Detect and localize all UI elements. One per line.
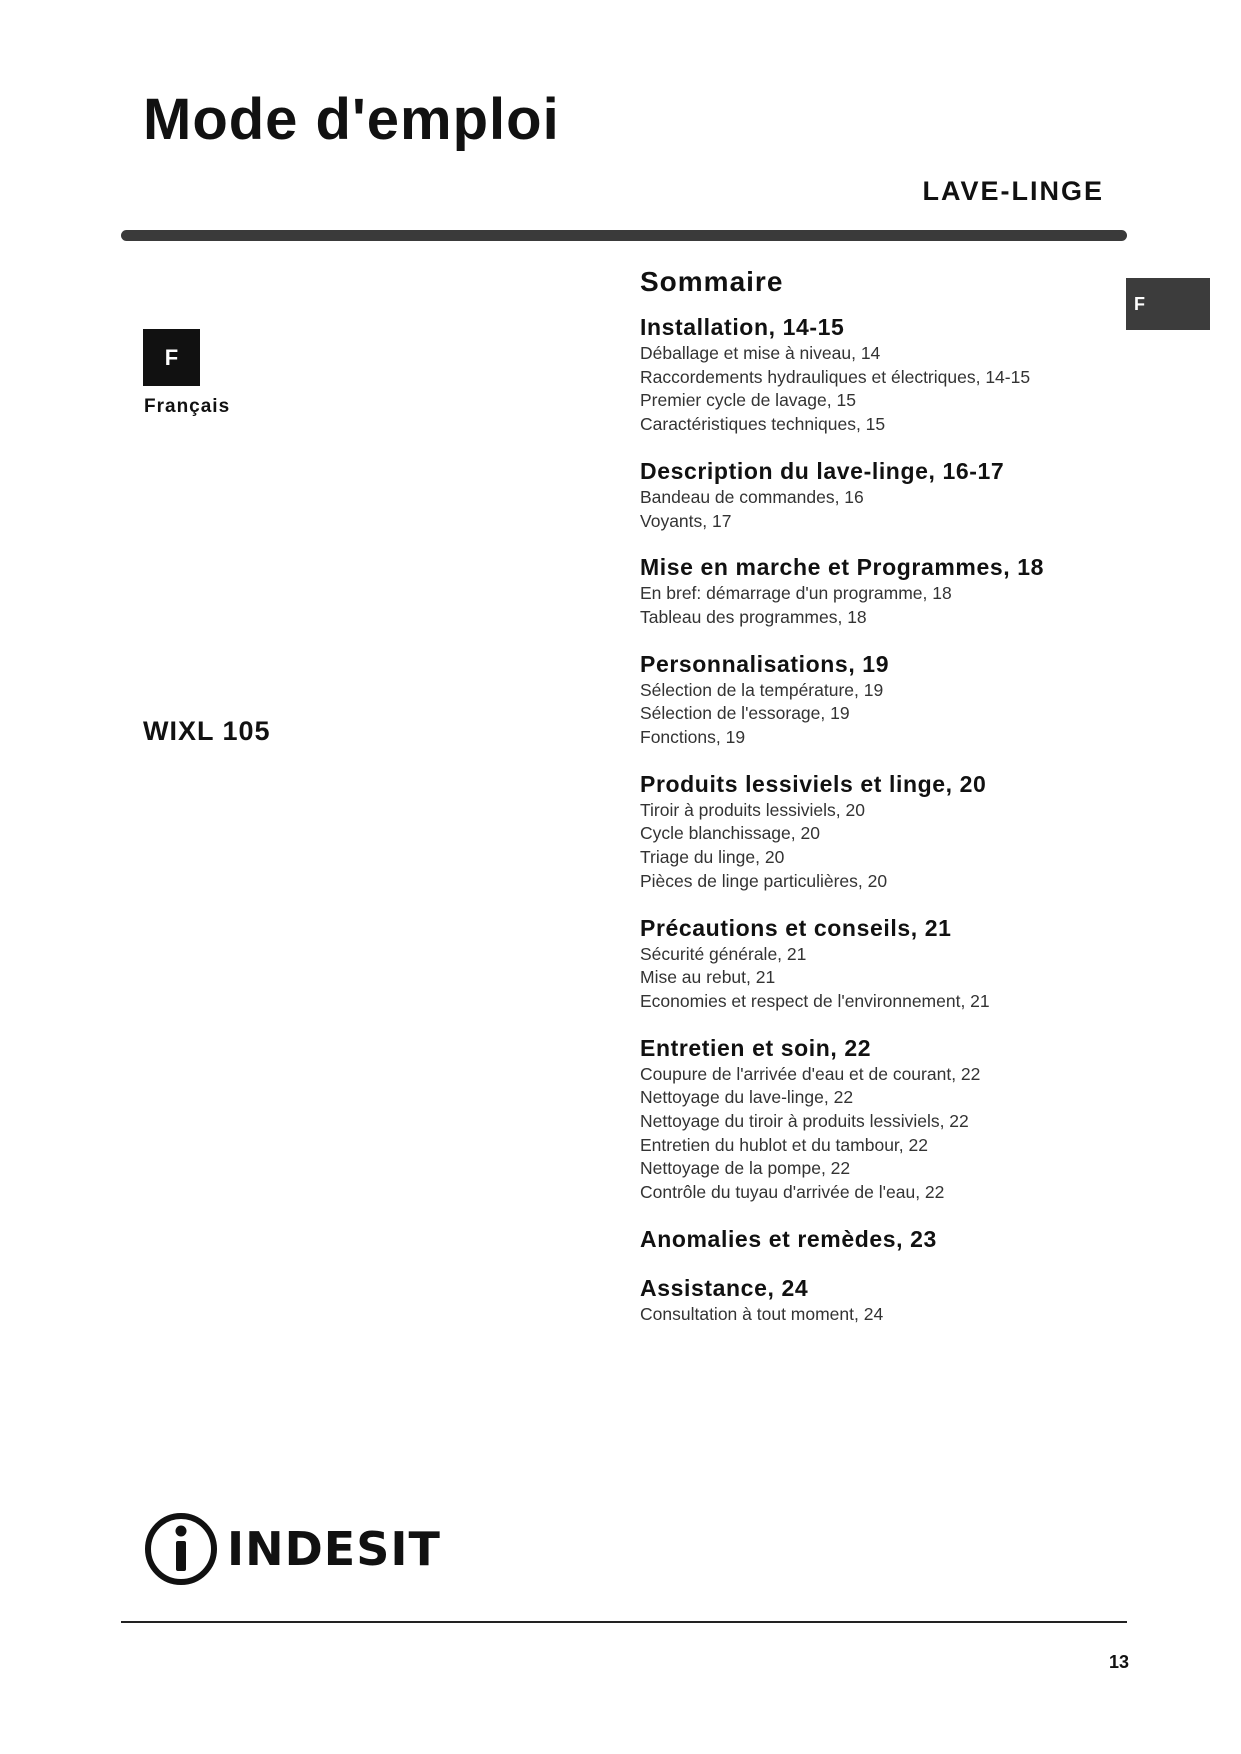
toc-section-title: Mise en marche et Programmes, 18: [640, 554, 1044, 581]
language-badge: F: [143, 329, 200, 386]
toc-item: Economies et respect de l'environnement, 21: [640, 990, 990, 1011]
toc-sections: [640, 312, 1110, 1327]
toc-item: Voyants, 17: [640, 510, 732, 531]
toc-item: Sélection de la température, 19: [640, 679, 884, 700]
bottom-divider: [121, 1621, 1127, 1623]
toc-section: [640, 456, 1110, 533]
toc-item: Cycle blanchissage, 20: [640, 823, 820, 844]
toc-section: [640, 1273, 1110, 1327]
toc-item: Nettoyage du tiroir à produits lessiviels, 22: [640, 1111, 969, 1132]
top-divider: [121, 230, 1127, 241]
language-side-tab: F: [1126, 278, 1210, 330]
toc-item: Pièces de linge particulières, 20: [640, 870, 888, 891]
toc-item: Coupure de l'arrivée d'eau et de courant, 22: [640, 1063, 981, 1084]
toc-section-title: Entretien et soin, 22: [640, 1034, 872, 1061]
toc-item: Caractéristiques techniques, 15: [640, 414, 886, 435]
toc-item: Sélection de l'essorage, 19: [640, 703, 850, 724]
toc-item: Nettoyage de la pompe, 22: [640, 1158, 851, 1179]
model-name: WIXL 105: [143, 716, 271, 746]
language-label: Français: [144, 396, 231, 417]
toc-item: Nettoyage du lave-linge, 22: [640, 1087, 854, 1108]
toc-section: [640, 769, 1110, 894]
toc-section: [640, 913, 1110, 1014]
toc-item: Consultation à tout moment, 24: [640, 1303, 884, 1324]
page-number: 13: [1108, 1652, 1129, 1672]
toc-section-title: Assistance, 24: [640, 1274, 809, 1301]
toc-section-title: Installation, 14-15: [640, 314, 845, 340]
toc-item: Premier cycle de lavage, 15: [640, 390, 856, 411]
toc-item: Triage du linge, 20: [640, 847, 785, 868]
toc-section-title: Anomalies et remèdes, 23: [640, 1225, 937, 1252]
toc-item: Raccordements hydrauliques et électriques, 14-15: [640, 366, 1031, 387]
document-subtitle: LAVE-LINGE: [922, 176, 1104, 206]
toc-section: [640, 552, 1110, 629]
toc-item: Bandeau de commandes, 16: [640, 486, 864, 507]
toc-item: Déballage et mise à niveau, 14: [640, 343, 881, 363]
toc-section-title: Description du lave-linge, 16-17: [640, 457, 1005, 484]
toc-section: [640, 312, 1110, 437]
toc-item: Entretien du hublot et du tambour, 22: [640, 1134, 928, 1155]
toc-section: [640, 649, 1110, 750]
toc-item: Sécurité générale, 21: [640, 943, 807, 964]
indesit-logo-icon: [143, 1511, 219, 1587]
toc-item: Tableau des programmes, 18: [640, 606, 867, 627]
toc-section-title: Précautions et conseils, 21: [640, 914, 952, 941]
toc-item: Tiroir à produits lessiviels, 20: [640, 799, 865, 820]
page-title: Mode d'emploi: [143, 87, 560, 152]
toc-section: [640, 1033, 1110, 1205]
table-of-contents: [640, 266, 1110, 1346]
toc-section-title: Produits lessiviels et linge, 20: [640, 770, 987, 797]
toc-item: Fonctions, 19: [640, 727, 746, 748]
toc-heading: Sommaire: [640, 266, 784, 297]
toc-item: Contrôle du tuyau d'arrivée de l'eau, 22: [640, 1182, 945, 1203]
brand-logo-text: INDESIT: [227, 1522, 441, 1576]
brand-logo: [143, 1513, 441, 1585]
toc-section-title: Personnalisations, 19: [640, 650, 890, 677]
toc-section: [640, 1224, 1110, 1254]
toc-item: Mise au rebut, 21: [640, 967, 776, 988]
toc-item: En bref: démarrage d'un programme, 18: [640, 583, 952, 604]
